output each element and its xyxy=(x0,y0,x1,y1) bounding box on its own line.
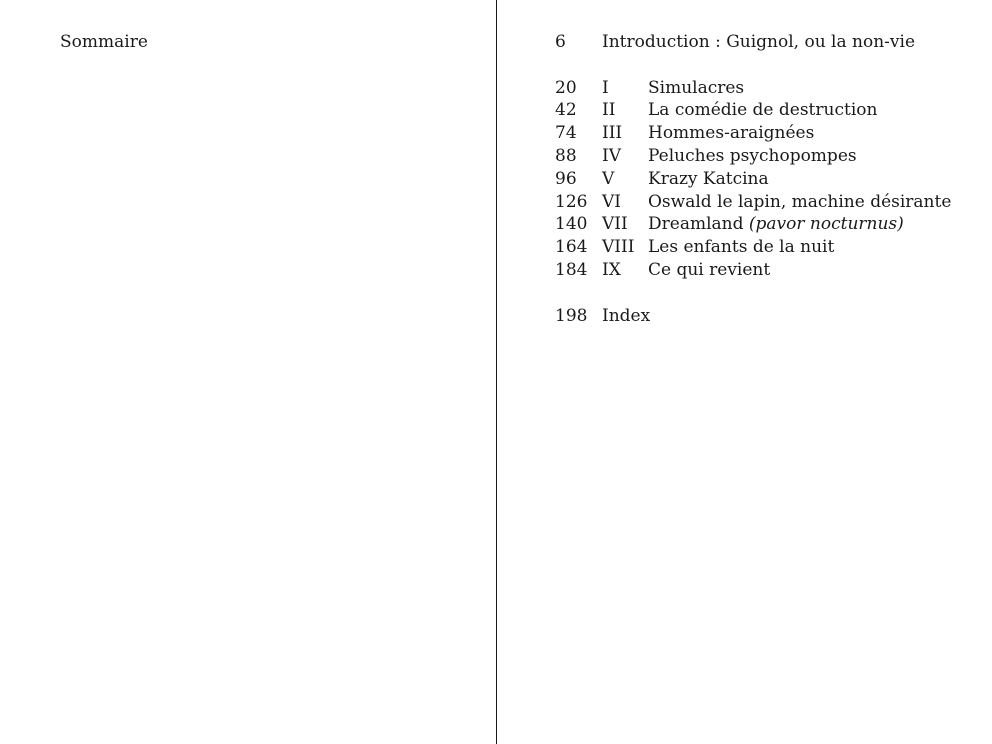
toc-entry-chapter[interactable] xyxy=(555,122,985,145)
toc-entry-chapter[interactable] xyxy=(555,259,985,282)
toc-entry-chapter[interactable] xyxy=(555,236,985,259)
toc-entry-index[interactable] xyxy=(555,305,985,328)
toc-entry-introduction[interactable] xyxy=(555,31,985,54)
toc-page-number: 88 xyxy=(555,145,577,166)
toc-entry-title: Les enfants de la nuit xyxy=(648,237,835,258)
chapter-numeral: IV xyxy=(602,145,621,166)
chapter-numeral: III xyxy=(602,123,623,144)
toc-entry-chapter[interactable] xyxy=(555,77,985,100)
toc-entry-chapter[interactable] xyxy=(555,191,985,214)
toc-page-number: 140 xyxy=(555,214,588,235)
toc-entry-title: Index xyxy=(602,305,651,326)
toc-page-number: 198 xyxy=(555,305,588,326)
toc-entry-title-text: Dreamland xyxy=(648,214,744,235)
toc-entry-title: Ce qui revient xyxy=(648,259,771,280)
table-of-contents xyxy=(555,31,985,327)
toc-page-number: 126 xyxy=(555,191,588,212)
toc-entry-chapter[interactable] xyxy=(555,145,985,168)
chapter-numeral: II xyxy=(602,100,616,121)
chapter-numeral: I xyxy=(602,77,609,98)
page-title: Sommaire xyxy=(60,32,148,52)
toc-entry-chapter[interactable] xyxy=(555,213,985,236)
toc-entry-title-with-subtitle xyxy=(648,213,904,236)
chapter-numeral: VII xyxy=(602,214,628,235)
toc-entry-subtitle-italic: (pavor nocturnus) xyxy=(748,214,904,235)
toc-page-number: 74 xyxy=(555,123,577,144)
toc-entry-title: Oswald le lapin, machine désirante xyxy=(648,191,952,212)
right-page xyxy=(497,0,992,744)
toc-page-number: 184 xyxy=(555,259,588,280)
chapter-numeral: VI xyxy=(602,191,621,212)
chapter-numeral: VIII xyxy=(602,237,635,258)
toc-entry-title: Simulacres xyxy=(648,77,745,98)
toc-entry-title: La comédie de destruction xyxy=(648,100,878,121)
toc-page-number: 42 xyxy=(555,100,577,121)
toc-entry-chapter[interactable] xyxy=(555,99,985,122)
toc-page-number: 96 xyxy=(555,168,577,189)
toc-entry-title: Hommes-araignées xyxy=(648,123,815,144)
toc-page-number: 6 xyxy=(555,32,566,52)
toc-entry-chapter[interactable] xyxy=(555,168,985,191)
toc-page-number: 164 xyxy=(555,237,588,258)
chapter-numeral: V xyxy=(602,168,615,189)
toc-entry-title: Krazy Katcina xyxy=(648,168,769,189)
chapter-numeral: IX xyxy=(602,259,621,280)
toc-entry-title: Peluches psychopompes xyxy=(648,145,857,166)
toc-entry-title: Introduction : Guignol, ou la non-vie xyxy=(602,32,916,52)
toc-page-number: 20 xyxy=(555,77,577,98)
